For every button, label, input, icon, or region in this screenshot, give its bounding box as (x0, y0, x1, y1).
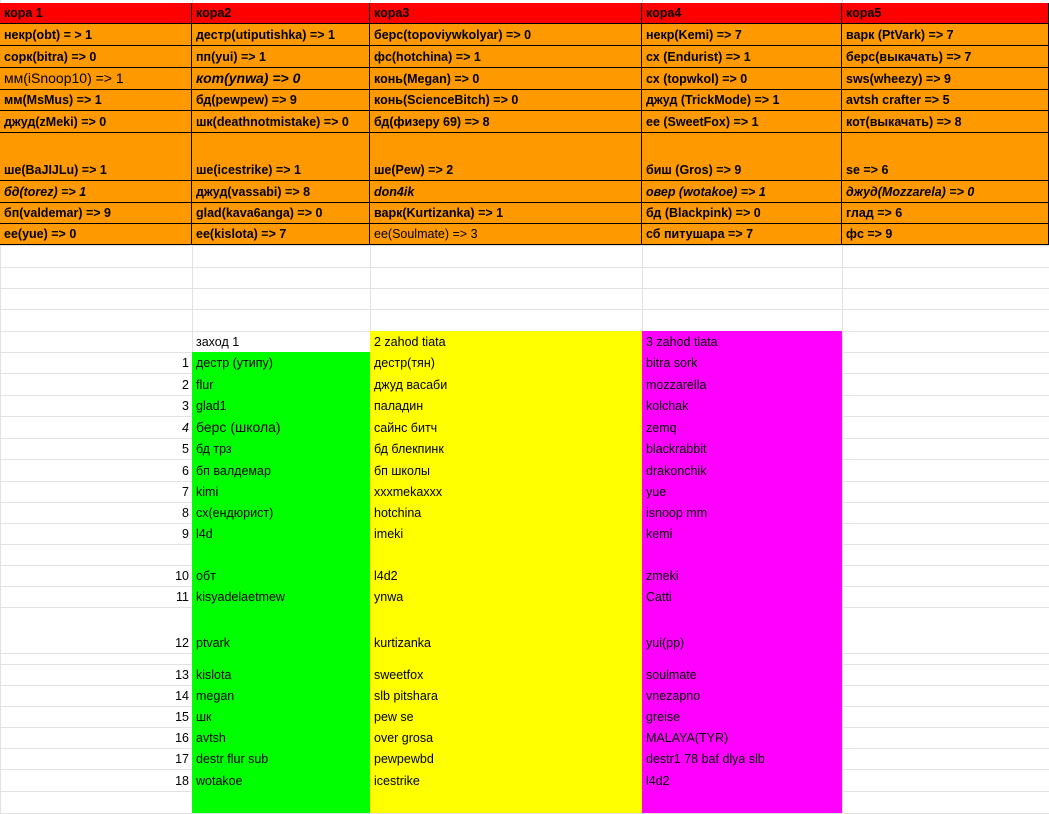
bottom-table-cell[interactable]: шк (196, 710, 212, 724)
bottom-table-cell[interactable] (370, 653, 642, 664)
bottom-table-cell[interactable]: imeki (374, 527, 404, 541)
top-table-cell[interactable]: сорк(bitra) => 0 (0, 46, 192, 68)
bottom-table-cell[interactable]: l4d2 (374, 569, 398, 583)
bottom-table-cell[interactable]: zmeki (646, 569, 679, 583)
bottom-table-cell[interactable]: sweetfox (374, 668, 424, 682)
top-table-cell[interactable]: бд(физеру 69) => 8 (370, 111, 642, 133)
bottom-table-cell[interactable]: джуд васаби (374, 378, 448, 392)
top-header-cell[interactable]: кора3 (370, 3, 642, 24)
top-table-cell[interactable]: некр(obt) = > 1 (0, 24, 192, 46)
bottom-table-cell[interactable]: сайнс битч (374, 421, 438, 435)
top-table-cell[interactable]: ее(Soulmate) => 3 (370, 224, 642, 245)
bottom-table-cell[interactable]: glad1 (196, 399, 227, 413)
bottom-table-cell[interactable] (192, 653, 370, 664)
top-table-cell[interactable]: шк(deathnotmistake) => 0 (192, 111, 370, 133)
row-number: 8 (182, 506, 189, 520)
top-table-cell[interactable]: джуд(zMeki) => 0 (0, 111, 192, 133)
top-table-cell[interactable]: avtsh crafter => 5 (842, 90, 1049, 111)
top-table-cell[interactable]: бд(torez) => 1 (0, 181, 192, 203)
bottom-table-cell[interactable]: ptvark (196, 636, 231, 650)
top-table-cell[interactable]: дестр(utiputishka) => 1 (192, 24, 370, 46)
row-number: 13 (175, 668, 189, 682)
top-table-cell[interactable]: берс(выкачать) => 7 (842, 46, 1049, 68)
top-header-cell[interactable]: кора 1 (0, 3, 192, 24)
top-header-cell[interactable]: кора2 (192, 3, 370, 24)
top-table-cell[interactable]: don4ik (370, 181, 642, 203)
bottom-header-cell[interactable]: заход 1 (196, 335, 240, 349)
top-table-cell[interactable]: glad(kava6anga) => 0 (192, 203, 370, 224)
bottom-table-cell[interactable]: бп школы (374, 464, 430, 478)
top-table-cell[interactable]: бд (Blackpink) => 0 (642, 203, 842, 224)
bottom-table-cell[interactable]: дестр(тян) (374, 356, 435, 370)
bottom-table-cell[interactable]: pewpewbd (374, 752, 434, 766)
top-table-cell[interactable]: ше(BaJIJLu) => 1 (0, 133, 192, 181)
bottom-table-cell[interactable]: xxxmekaxxx (374, 485, 443, 499)
top-table-cell[interactable]: фс(hotchina) => 1 (370, 46, 642, 68)
bottom-table-cell[interactable]: slb pitshara (374, 689, 438, 703)
bottom-table-cell[interactable]: isnoop mm (646, 506, 708, 520)
top-table-cell[interactable]: ее(yue) => 0 (0, 224, 192, 245)
bottom-table-cell[interactable]: бд блекпинк (374, 442, 444, 456)
row-number: 2 (182, 378, 189, 392)
bottom-table-cell[interactable]: бд трз (196, 442, 232, 456)
bottom-table-cell[interactable]: yui(pp) (646, 636, 685, 650)
top-table-cell[interactable]: мм(iSnoop10) => 1 (0, 68, 192, 90)
row-number: 15 (175, 710, 189, 724)
gridline-horizontal (0, 288, 1049, 289)
top-table-cell[interactable]: бд(pewpew) => 9 (192, 90, 370, 111)
top-table-cell[interactable]: сх (Endurist) => 1 (642, 46, 842, 68)
top-table-cell[interactable]: варк (PtVark) => 7 (842, 24, 1049, 46)
bottom-table-cell[interactable]: kolchak (646, 399, 689, 413)
bottom-table-cell[interactable]: drakonchik (646, 464, 707, 478)
bottom-table-cell[interactable]: берс (школа) (196, 419, 281, 435)
bottom-table-cell[interactable]: zemq (646, 421, 677, 435)
row-number: 10 (175, 569, 189, 583)
row-number (0, 544, 192, 565)
top-table-cell[interactable]: se => 6 (842, 133, 1049, 181)
bottom-header-cell[interactable]: 3 zahod tiata (642, 331, 842, 352)
bottom-table-cell[interactable]: дестр (утипу) (196, 356, 273, 370)
bottom-table-cell[interactable] (192, 544, 370, 565)
bottom-table-cell[interactable]: vnezapno (646, 689, 701, 703)
bottom-table-cell[interactable]: mozzarella (646, 378, 707, 392)
row-number: 18 (175, 774, 189, 788)
top-table-cell[interactable]: джуд (TrickMode) => 1 (642, 90, 842, 111)
bottom-table-cell[interactable]: ynwa (374, 590, 404, 604)
top-table-cell[interactable]: джуд(Mozzarela) => 0 (842, 181, 1049, 203)
bottom-table-cell[interactable]: icestrike (374, 774, 420, 788)
row-number: 3 (182, 399, 189, 413)
bottom-header-cell[interactable]: 2 zahod tiata (370, 331, 642, 352)
row-number: 4 (182, 421, 189, 435)
bottom-table-cell[interactable]: flur (196, 378, 214, 392)
row-number: 1 (182, 356, 189, 370)
top-table-cell[interactable]: sws(wheezy) => 9 (842, 68, 1049, 90)
top-table-cell[interactable]: ее(kislota) => 7 (192, 224, 370, 245)
bottom-table-cell[interactable]: wotakoe (196, 774, 243, 788)
row-number: 6 (182, 464, 189, 478)
bottom-table-cell[interactable]: l4d2 (646, 774, 670, 788)
top-table-cell[interactable]: некр(Kemi) => 7 (642, 24, 842, 46)
bottom-table-cell[interactable]: bitra sork (646, 356, 698, 370)
top-table-cell[interactable]: мм(MsMus) => 1 (0, 90, 192, 111)
top-header-cell[interactable]: кора4 (642, 3, 842, 24)
bottom-table-cell[interactable]: kisyadelaetmew (196, 590, 285, 604)
top-table-cell[interactable]: ее (SweetFox) => 1 (642, 111, 842, 133)
bottom-table-cell[interactable]: kimi (196, 485, 219, 499)
top-table-cell[interactable]: бп(valdemar) => 9 (0, 203, 192, 224)
gridline-horizontal (0, 309, 1049, 310)
row-number: 9 (182, 527, 189, 541)
bottom-table-cell[interactable]: yue (646, 485, 667, 499)
bottom-table-cell[interactable]: soulmate (646, 668, 697, 682)
top-table-cell[interactable]: ше(icestrike) => 1 (192, 133, 370, 181)
bottom-table-cell[interactable]: бп валдемар (196, 464, 271, 478)
top-table-cell[interactable]: сб питушара => 7 (642, 224, 842, 245)
row-number: 17 (175, 752, 189, 766)
bottom-table-cell[interactable]: kislota (196, 668, 232, 682)
bottom-table-cell[interactable] (370, 544, 642, 565)
row-number: 14 (175, 689, 189, 703)
bottom-table-cell[interactable]: сх(ендюрист) (196, 506, 274, 520)
top-table-cell[interactable]: конь(ScienceBitch) => 0 (370, 90, 642, 111)
bottom-table-cell[interactable]: hotchina (374, 506, 422, 520)
top-table-cell[interactable]: берс(topoviywkolyar) => 0 (370, 24, 642, 46)
gridline-horizontal (0, 267, 1049, 268)
bottom-table-cell[interactable]: обт (196, 569, 216, 583)
top-table-cell[interactable]: глад => 6 (842, 203, 1049, 224)
top-table-cell[interactable]: фс => 9 (842, 224, 1049, 245)
row-number: 16 (175, 731, 189, 745)
bottom-table-cell[interactable]: kurtizanka (374, 636, 431, 650)
row-number: 12 (175, 636, 189, 650)
bottom-table-cell[interactable]: avtsh (196, 731, 226, 745)
bottom-table-cell[interactable]: kemi (646, 527, 673, 541)
row-number: 11 (176, 590, 189, 604)
bottom-table-cell[interactable]: l4d (196, 527, 213, 541)
bottom-table-cell[interactable]: blackrabbit (646, 442, 707, 456)
bottom-table-cell[interactable] (642, 544, 842, 565)
top-table-cell[interactable]: джуд(vassabi) => 8 (192, 181, 370, 203)
top-table-cell[interactable]: овер (wotakoe) => 1 (642, 181, 842, 203)
bottom-table-cell[interactable]: pew se (374, 710, 414, 724)
bottom-table-cell[interactable]: MALAYA(TYR) (646, 731, 729, 745)
bottom-table-cell[interactable]: паладин (374, 399, 424, 413)
bottom-table-cell[interactable]: megan (196, 689, 235, 703)
top-table-cell[interactable]: пп(yui) => 1 (192, 46, 370, 68)
top-table-cell[interactable]: конь(Megan) => 0 (370, 68, 642, 90)
bottom-table-cell[interactable]: destr1 78 baf dlya slb (646, 752, 765, 766)
top-header-cell[interactable]: кора5 (842, 3, 1049, 24)
top-table-cell[interactable]: биш (Gros) => 9 (642, 133, 842, 181)
bottom-table-cell[interactable]: greise (646, 710, 681, 724)
bottom-table-cell[interactable]: destr flur sub (196, 752, 269, 766)
bottom-table-cell[interactable] (642, 653, 842, 664)
gridline-horizontal (0, 245, 1049, 246)
top-table-cell[interactable]: ше(Pew) => 2 (370, 133, 642, 181)
row-number (0, 653, 192, 664)
top-table-cell[interactable]: варк(Kurtizanka) => 1 (370, 203, 642, 224)
bottom-table-cell[interactable]: Catti (646, 590, 672, 604)
top-table-cell[interactable]: кот(выкачать) => 8 (842, 111, 1049, 133)
top-table-cell[interactable]: кот(ynwa) => 0 (192, 68, 370, 90)
top-table-cell[interactable]: сх (topwkol) => 0 (642, 68, 842, 90)
row-number: 7 (182, 485, 189, 499)
row-number: 5 (182, 442, 189, 456)
bottom-table-cell[interactable]: over grosa (374, 731, 434, 745)
